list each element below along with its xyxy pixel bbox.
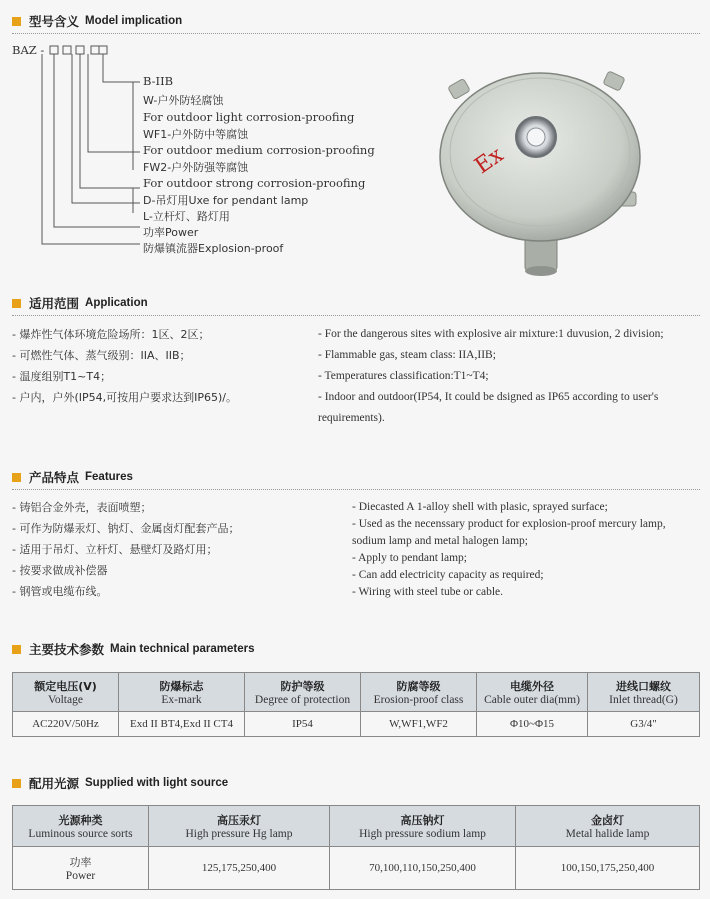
table-header-cell: 光源种类 Luminous source sorts: [13, 806, 149, 847]
table-row: [13, 847, 700, 890]
model-line: B-IIB: [143, 74, 174, 88]
list-item: - Can add electricity capacity as required;: [352, 569, 544, 581]
list-item: - 铸铝合金外壳，表面喷塑；: [12, 501, 152, 514]
table-cell: 70,100,110,150,250,400: [330, 847, 516, 890]
section-title-cn: 产品特点: [29, 470, 80, 485]
table-cell: G3/4": [588, 712, 700, 737]
section-bullet-square: [12, 645, 21, 654]
section-divider: [12, 489, 700, 490]
table-header-cell: 防腐等级 Erosion-proof class: [361, 673, 477, 712]
list-item: - Temperatures classification:T1~T4;: [318, 370, 489, 382]
model-line: D-吊灯用Uxe for pendant lamp: [143, 194, 309, 207]
section-title-cn: 配用光源: [29, 776, 80, 791]
table-cell: AC220V/50Hz: [13, 712, 119, 737]
list-item: - 爆炸性气体环境危险场所：1区、2区；: [12, 328, 210, 341]
model-line: 功率Power: [143, 226, 199, 239]
table-cell: W,WF1,WF2: [361, 712, 477, 737]
section-title-cn: 主要技术参数: [29, 642, 105, 657]
section-model-header: [12, 12, 182, 30]
product-image: [420, 52, 670, 282]
model-line: WF1-户外防中等腐蚀: [143, 128, 249, 141]
section-bullet-square: [12, 17, 21, 26]
application-list-en: [318, 324, 698, 429]
list-item: - 适用于吊灯、立杆灯、悬壁灯及路灯用；: [12, 543, 218, 556]
list-item: - Diecasted A 1-alloy shell with plasic, sprayed surface;: [352, 501, 608, 513]
section-title-en: Features: [85, 471, 133, 483]
list-item: - Wiring with steel tube or cable.: [352, 586, 504, 598]
model-line: For outdoor strong corrosion-proofing: [143, 176, 366, 190]
features-list-en: [352, 498, 698, 601]
table-header-cell: 进线口螺纹 Inlet thread(G): [588, 673, 700, 712]
section-application-header: [12, 294, 148, 312]
table-header-row: [13, 806, 700, 847]
application-list-cn: [12, 324, 312, 408]
table-header-cell: 高压钠灯 High pressure sodium lamp: [330, 806, 516, 847]
section-bullet-square: [12, 299, 21, 308]
section-divider: [12, 315, 700, 316]
model-code-diagram: [0, 40, 160, 250]
table-header-row: [13, 673, 700, 712]
table-header-cell: 高压汞灯 High pressure Hg lamp: [149, 806, 330, 847]
row-label-en: Power: [65, 870, 96, 882]
light-source-table: [12, 805, 700, 890]
table-header-cell: 防护等级 Degree of protection: [245, 673, 361, 712]
model-line: L-立杆灯、路灯用: [143, 210, 230, 223]
list-item: - Flammable gas, steam class: IIA,IIB;: [318, 349, 496, 361]
list-item: - 户内，户外(IP54,可按用户要求达到IP65)/。: [12, 391, 237, 404]
list-item: - Indoor and outdoor(IP54, It could be dsigned as IP65 according to user's requirements).: [318, 391, 659, 424]
section-features-header: [12, 468, 133, 486]
features-list-cn: [12, 497, 342, 602]
list-item: - 温度组别T1~T4；: [12, 370, 112, 383]
model-line: W-户外防轻腐蚀: [143, 94, 224, 107]
list-item: - 按要求做成补偿器: [12, 564, 108, 577]
list-item: - Apply to pendant lamp;: [352, 552, 467, 564]
product-ex-mark: Ex: [470, 142, 509, 180]
section-bullet-square: [12, 473, 21, 482]
table-cell: Exd II BT4,Exd II CT4: [119, 712, 245, 737]
table-header-cell: 防爆标志 Ex-mark: [119, 673, 245, 712]
section-title-en: Main technical parameters: [110, 643, 255, 655]
section-title-cn: 适用范围: [29, 296, 80, 311]
table-header-cell: 额定电压(V) Voltage: [13, 673, 119, 712]
list-item: - 钢管或电缆布线。: [12, 585, 108, 598]
table-cell: 125,175,250,400: [149, 847, 330, 890]
section-params-header: [12, 640, 254, 658]
section-title-cn: 型号含义: [29, 14, 80, 29]
table-cell: 100,150,175,250,400: [516, 847, 700, 890]
section-title-en: Application: [85, 297, 148, 309]
model-line: 防爆镇流器Explosion-proof: [143, 242, 284, 255]
section-title-en: Supplied with light source: [85, 777, 229, 789]
table-cell: IP54: [245, 712, 361, 737]
table-header-cell: 金卤灯 Metal halide lamp: [516, 806, 700, 847]
table-cell: [13, 847, 149, 890]
table-cell: Φ10~Φ15: [477, 712, 588, 737]
list-item: - 可燃性气体、蒸气级别：IIA、IIB；: [12, 349, 191, 362]
list-item: - 可作为防爆汞灯、钠灯、金属卤灯配套产品；: [12, 522, 240, 535]
row-label-cn: 功率: [69, 856, 92, 869]
section-bullet-square: [12, 779, 21, 788]
section-title-en: Model implication: [85, 15, 183, 27]
table-header-cell: 电缆外径 Cable outer dia(mm): [477, 673, 588, 712]
list-item: - For the dangerous sites with explosive air mixture:1 duvusion, 2 division;: [318, 328, 664, 340]
model-line: For outdoor light corrosion-proofing: [143, 110, 355, 124]
params-table: [12, 672, 700, 737]
section-divider: [12, 33, 700, 34]
model-line: For outdoor medium corrosion-proofing: [143, 143, 375, 157]
model-code-prefix: BAZ -: [12, 43, 45, 57]
table-row: [13, 712, 700, 737]
model-line: FW2-户外防强等腐蚀: [143, 161, 249, 174]
list-item: - Used as the necenssary product for explosion-proof mercury lamp, sodium lamp and metal halogen lamp;: [352, 518, 666, 547]
section-light-header: [12, 774, 228, 792]
